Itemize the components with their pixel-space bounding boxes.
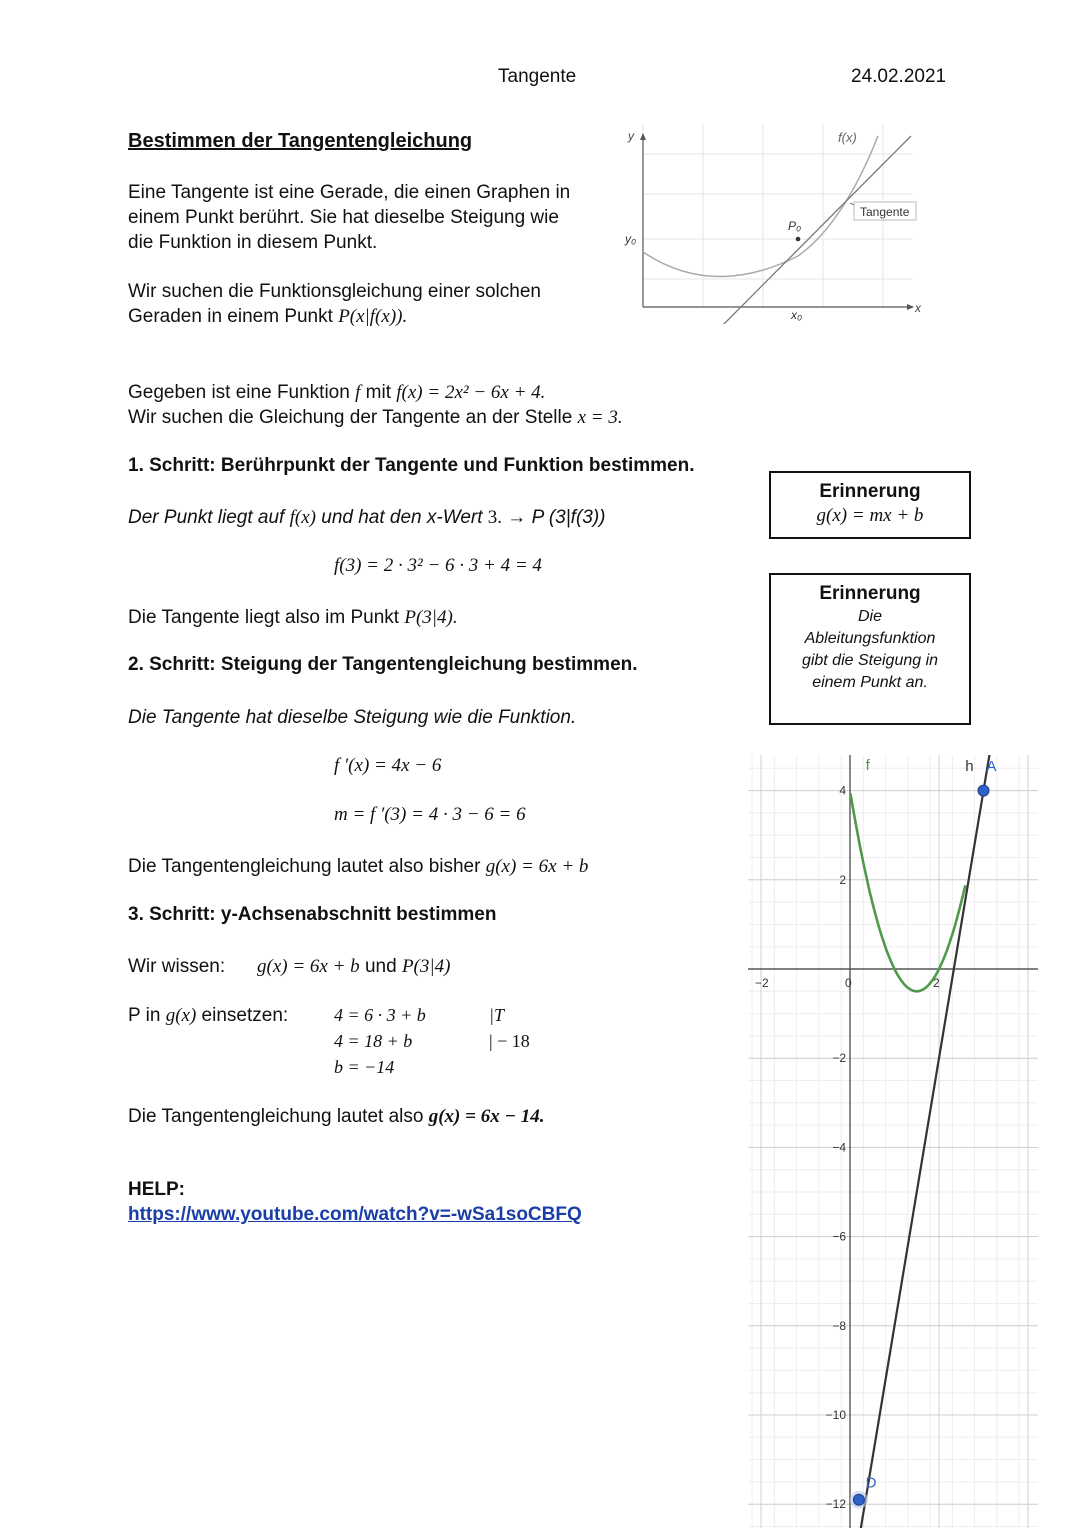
step1-calc: f(3) = 2 · 3² − 6 · 3 + 4 = 4 — [334, 555, 542, 576]
given-function: f(x) = 2x² − 6x + 4. — [396, 382, 546, 403]
step3-title: 3. Schritt: y-Achsenabschnitt bestimmen — [128, 904, 497, 925]
step3-op-1: |T — [489, 1005, 504, 1025]
help-link[interactable]: https://www.youtube.com/watch?v=-wSa1soCBFQ — [128, 1204, 582, 1225]
intro-line-2: einem Punkt berührt. Sie hat dieselbe Steigung wie — [128, 207, 559, 228]
given-f: f — [355, 382, 361, 403]
tangent-sketch — [618, 124, 928, 324]
sketch-curve — [643, 136, 878, 277]
step3-known-math-b: P(3|4) — [401, 956, 451, 977]
step3-insert-text-b: einsetzen: — [196, 1005, 289, 1026]
intro-line-4: Wir suchen die Funktionsgleichung einer solchen — [128, 281, 541, 302]
given-line-1 — [128, 380, 545, 405]
section-heading: Bestimmen der Tangentengleichung — [128, 130, 473, 152]
sketch-y-label: y — [628, 129, 634, 143]
step2-slope: m = f ′(3) = 4 · 3 − 6 = 6 — [334, 804, 526, 825]
page-date: 24.02.2021 — [851, 66, 947, 87]
x-tick-label: 2 — [933, 976, 940, 990]
intro-text: Geraden in einem Punkt — [128, 306, 339, 327]
sketch-x-arrow — [907, 304, 914, 310]
y-tick-label: −8 — [832, 1318, 846, 1333]
intro-point-math: P(x|f(x)). — [338, 306, 408, 327]
step3-final — [128, 1104, 544, 1129]
step3-insert-text-a: P in — [128, 1005, 166, 1026]
y-tick-label: −10 — [825, 1408, 846, 1422]
step1-result — [128, 605, 458, 630]
step1-result-text: Die Tangente liegt also im Punkt — [128, 607, 405, 628]
step3-final-math: g(x) = 6x − 14. — [428, 1106, 545, 1127]
point-a — [978, 785, 989, 796]
step2-result-text: Die Tangentengleichung lautet also bisher — [128, 856, 486, 877]
reminder-1-title: Erinnerung — [819, 481, 921, 502]
intro-line-5 — [128, 304, 407, 329]
reminder-2-line-4: einem Punkt an. — [812, 674, 928, 691]
step1-title: 1. Schritt: Berührpunkt der Tangente und Funktion bestimmen. — [128, 455, 695, 476]
sketch-y-arrow — [640, 133, 646, 140]
label-d: D — [865, 1474, 877, 1492]
intro-line-1: Eine Tangente ist eine Gerade, die einen Graphen in — [128, 182, 571, 203]
y-tick-label: 2 — [839, 872, 846, 887]
reminder-1-body: g(x) = mx + b — [816, 505, 924, 526]
step1-note-c: → P (3|f(3)) — [502, 507, 606, 528]
step3-op-2: | − 18 — [489, 1031, 530, 1051]
given-text-c: Wir suchen die Gleichung der Tangente an der Stelle — [128, 407, 578, 428]
given-x-value: x = 3. — [577, 407, 623, 428]
step3-known-math-a: g(x) = 6x + b — [257, 956, 360, 977]
x-tick-label: 0 — [845, 976, 852, 990]
y-tick-label: −12 — [825, 1497, 846, 1512]
step3-known — [257, 954, 450, 979]
label-f: f — [865, 757, 870, 774]
step2-title: 2. Schritt: Steigung der Tangentengleichung bestimmen. — [128, 654, 638, 675]
step3-final-text: Die Tangentengleichung lautet also — [128, 1106, 429, 1127]
sketch-x0-label: x₀ — [791, 308, 803, 322]
reminder-2-line-3: gibt die Steigung in — [801, 652, 939, 669]
y-tick-label: 4 — [839, 783, 846, 798]
reminder-2-line-2: Ableitungsfunktion — [804, 630, 936, 647]
step3-eq-3: b = −14 — [334, 1057, 395, 1077]
label-h: h — [965, 758, 974, 775]
step3-known-text: und — [359, 956, 402, 977]
sketch-y0-label: y₀ — [625, 232, 637, 246]
sketch-x-label: x — [915, 301, 921, 315]
step2-result — [128, 854, 588, 879]
step1-note-b: und hat den x-Wert — [315, 507, 488, 528]
reminder-box-1 — [769, 471, 971, 539]
step3-eq-2: 4 = 18 + b — [334, 1031, 413, 1051]
reminder-2-title: Erinnerung — [819, 583, 921, 604]
step3-insert-label — [128, 1003, 288, 1028]
step2-result-math: g(x) = 6x + b — [485, 856, 589, 877]
step1-note-math-a: f(x) — [289, 507, 316, 528]
page-title: Tangente — [498, 66, 577, 87]
step1-note-a: Der Punkt liegt auf — [128, 507, 290, 528]
y-tick-label: −6 — [832, 1229, 846, 1244]
sketch-f-label: f(x) — [838, 130, 857, 145]
step2-note: Die Tangente hat dieselbe Steigung wie die Funktion. — [128, 707, 577, 728]
y-tick-label: −2 — [832, 1051, 846, 1066]
given-text-b: mit — [360, 382, 397, 403]
step1-note — [128, 505, 606, 530]
y-tick-label: −4 — [832, 1140, 846, 1155]
given-line-2 — [128, 405, 623, 430]
point-d — [853, 1494, 864, 1505]
reminder-box-2 — [769, 573, 971, 725]
step1-result-math: P(3|4). — [404, 607, 458, 628]
help-label: HELP: — [128, 1179, 185, 1200]
function-graph — [748, 755, 1038, 1528]
sketch-tangent-label: Tangente — [860, 205, 910, 219]
sketch-tangent-line — [716, 136, 911, 324]
step3-insert-math: g(x) — [165, 1005, 197, 1026]
step3-known-label: Wir wissen: — [128, 956, 226, 977]
reminder-2-line-1: Die — [857, 608, 882, 625]
given-text-a: Gegeben ist eine Funktion — [128, 382, 356, 403]
sketch-point-p0 — [796, 237, 801, 242]
step3-eq-1: 4 = 6 · 3 + b — [334, 1005, 426, 1025]
step1-note-math-b: 3. — [487, 507, 503, 528]
tangent-line-h — [850, 755, 992, 1528]
x-tick-label: −2 — [755, 976, 769, 990]
label-a: A — [986, 758, 997, 775]
sketch-p0-label: P₀ — [788, 219, 802, 233]
step2-derivative: f ′(x) = 4x − 6 — [334, 755, 442, 776]
intro-line-3: die Funktion in diesem Punkt. — [128, 232, 378, 253]
